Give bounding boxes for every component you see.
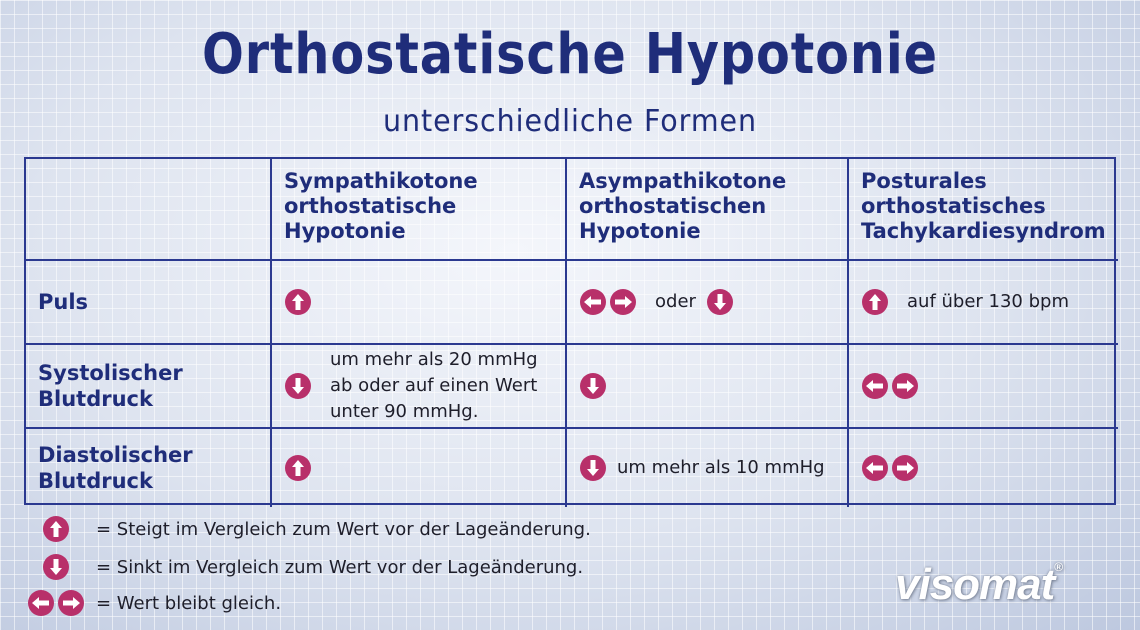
cell-text: auf über 130 bpm (907, 291, 1069, 312)
cell-text: um mehr als 10 mmHg (617, 457, 825, 478)
legend-item-down (26, 550, 583, 584)
page-subtitle: unterschiedliche Formen (382, 104, 758, 139)
cell-text: oder (655, 291, 696, 312)
legend-item-up (26, 512, 591, 546)
comparison-table (24, 157, 1116, 505)
equal-arrows-icon (27, 589, 85, 617)
table-cell (849, 345, 1118, 429)
arrow-down-icon (42, 553, 70, 581)
registered-mark: ® (1054, 560, 1063, 574)
legend-item-equal (26, 586, 281, 620)
arrow-up-icon (42, 515, 70, 543)
legend-text: = Wert bleibt gleich. (96, 592, 282, 614)
table-cell (567, 345, 849, 429)
cell-text: um mehr als 20 mmHg ab oder auf einen Wert unter 90 mmHg. (330, 349, 538, 422)
row-label-systolisch: Systolischer Blutdruck (26, 345, 272, 429)
table-header-pots: Posturales orthostatisches Tachykardiesyndrom (849, 159, 1118, 261)
arrow-up-icon (861, 288, 889, 316)
table-cell (849, 429, 1118, 507)
row-label-diastolisch: Diastolischer Blutdruck (26, 429, 272, 507)
table-cell (272, 345, 567, 429)
equal-arrows-icon (861, 454, 919, 482)
table-cell (272, 261, 567, 345)
arrow-up-icon (284, 454, 312, 482)
table-header-sympathikoton: Sympathikotone orthostatische Hypotonie (272, 159, 567, 261)
visomat-logo (895, 560, 1062, 610)
table-cell (567, 429, 849, 507)
brand-name: visomat (895, 560, 1055, 609)
arrow-down-icon (284, 372, 312, 400)
row-label-puls: Puls (26, 261, 272, 345)
equal-arrows-icon (579, 288, 637, 316)
arrow-up-icon (284, 288, 312, 316)
table-cell (272, 429, 567, 507)
arrow-down-icon (579, 372, 607, 400)
table-cell (849, 261, 1118, 345)
page-title: Orthostatische Hypotonie (202, 22, 938, 87)
legend-text: = Steigt im Vergleich zum Wert vor der Lageänderung. (96, 518, 591, 540)
arrow-down-icon (706, 288, 734, 316)
table-header-asympathikoton: Asympathikotone orthostatischen Hypotonie (567, 159, 849, 261)
equal-arrows-icon (861, 372, 919, 400)
table-header-empty (26, 159, 272, 261)
legend-text: = Sinkt im Vergleich zum Wert vor der Lageänderung. (96, 556, 584, 578)
table-cell (567, 261, 849, 345)
arrow-down-icon (579, 454, 607, 482)
